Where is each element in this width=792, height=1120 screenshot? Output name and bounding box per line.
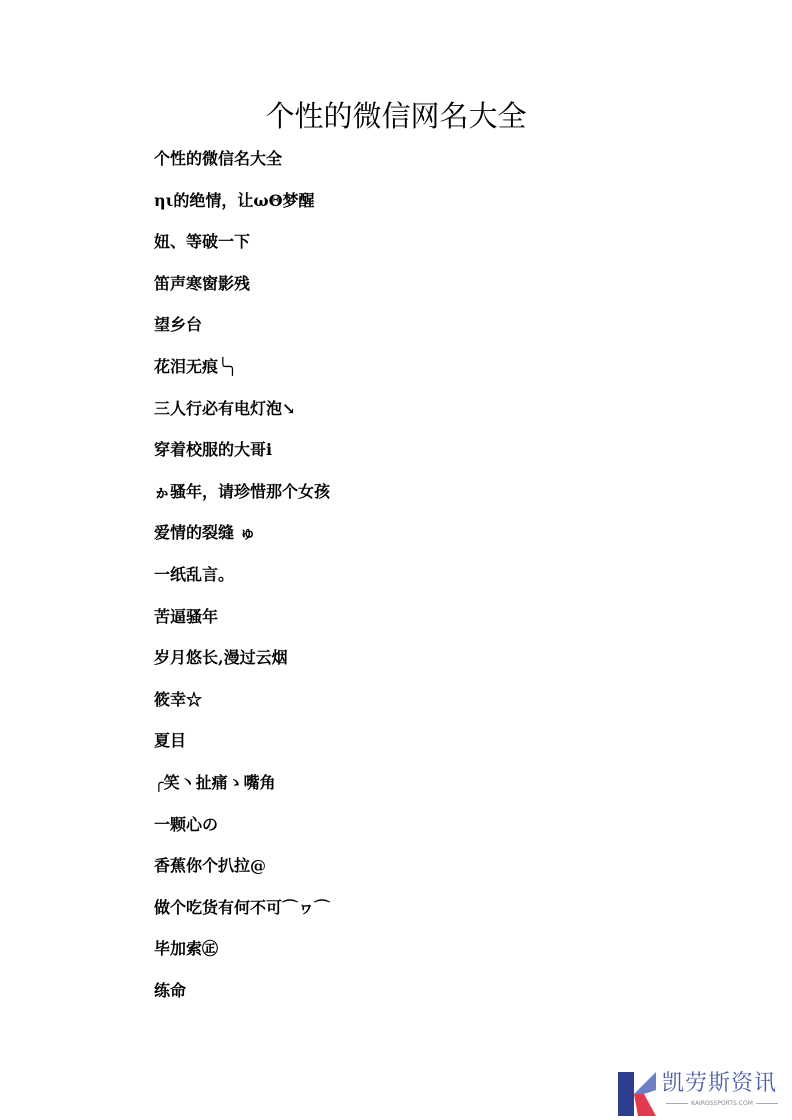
list-item: 笛声寒窗影残 xyxy=(154,273,251,293)
brand-watermark xyxy=(618,1070,786,1116)
brand-domain: KAIROSSPORTS.COM xyxy=(662,1099,782,1109)
list-item: ゕ骚年，请珍惜那个女孩 xyxy=(154,481,331,501)
list-item: 花泪无痕╰╮ xyxy=(154,356,238,376)
list-item: 穿着校服的大哥i xyxy=(154,440,273,460)
brand-logo-icon xyxy=(618,1072,658,1116)
document-title: 个性的微信网名大全 xyxy=(265,99,527,133)
list-item: 个性的微信名大全 xyxy=(154,149,283,168)
list-item: ηι的绝情，让ωΘ梦醒 xyxy=(154,190,315,210)
list-item: 岁月悠长,漫过云烟 xyxy=(154,648,288,668)
list-item: 望乡台 xyxy=(154,315,203,335)
nickname-list xyxy=(154,146,330,1019)
list-item: 一颗心の xyxy=(154,814,219,834)
list-item: 一纸乱言。 xyxy=(154,564,235,584)
list-item: ╭笑丶扯痛ゝ嘴角 xyxy=(154,772,276,792)
brand-name: 凯劳斯资讯 xyxy=(662,1071,778,1096)
list-item: 做个吃货有何不可⌒ヮ⌒ xyxy=(154,897,331,917)
list-item: 夏目 xyxy=(154,731,187,751)
list-item: 香蕉你个扒拉@ xyxy=(154,856,267,876)
list-item: 爱情的裂缝 ゅ xyxy=(154,523,256,543)
list-item: 练命 xyxy=(154,980,187,1000)
list-item: 苦逼骚年 xyxy=(154,606,219,626)
list-item: 毕加索㊣ xyxy=(154,939,219,959)
list-item: 筱幸☆ xyxy=(154,689,203,709)
list-item: 妞、等破一下 xyxy=(154,232,251,252)
list-item: 三人行必有电灯泡↘ xyxy=(154,398,296,418)
